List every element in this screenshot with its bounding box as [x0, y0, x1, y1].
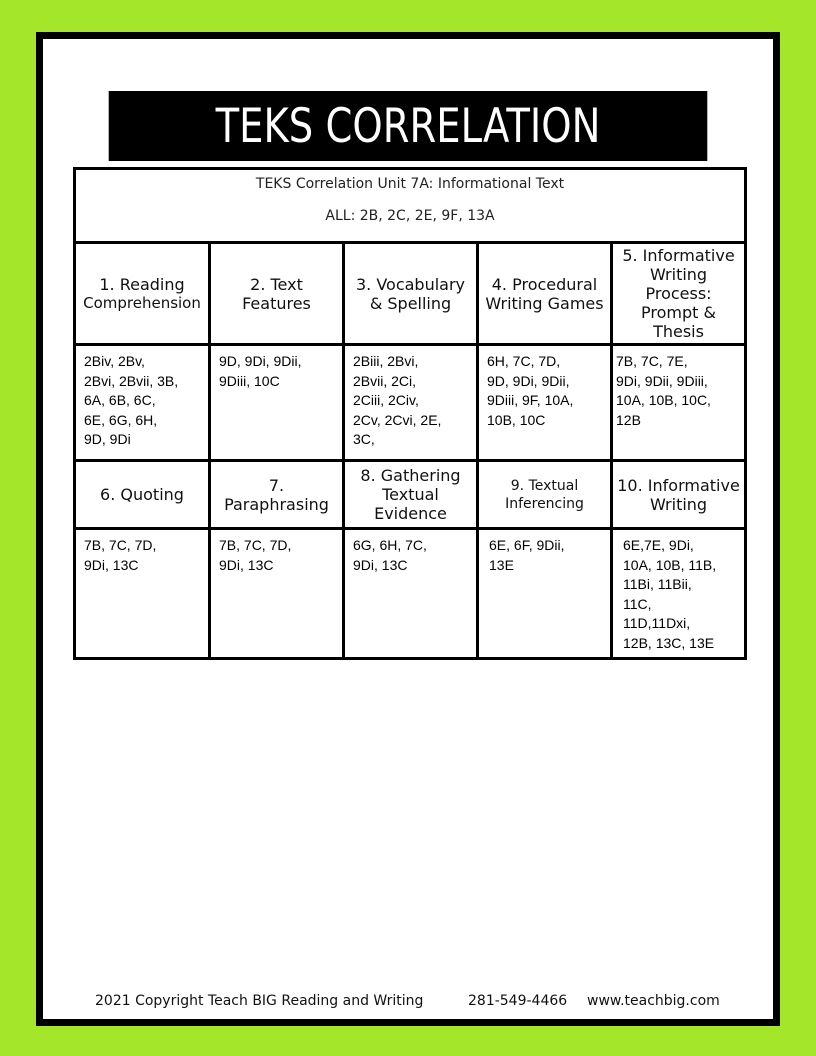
standards-row	[75, 345, 746, 461]
category-row	[75, 461, 746, 529]
standards-cell: 6E,7E, 9Di, 10A, 10B, 11B, 11Bi, 11Bii, 11C, 11D,11Dxi, 12B, 13C, 13E	[612, 529, 746, 659]
category-quoting: 6. Quoting	[75, 461, 210, 529]
category-text-features: 2. Text Features	[210, 243, 344, 345]
category-paraphrasing: 7. Paraphrasing	[210, 461, 344, 529]
table-title: TEKS Correlation Unit 7A: Informational Text	[255, 176, 565, 192]
teks-correlation-table	[73, 167, 747, 660]
category-procedural-writing-games: 4. Procedural Writing Games	[478, 243, 612, 345]
standards-cell: 2Biv, 2Bv, 2Bvi, 2Bvii, 3B, 6A, 6B, 6C, 6E, 6G, 6H, 9D, 9Di	[75, 345, 210, 461]
standards-cell: 9D, 9Di, 9Dii, 9Diii, 10C	[210, 345, 344, 461]
website-link[interactable]: www.teachbig.com	[587, 993, 720, 1009]
category-reading-comprehension: 1. Reading Comprehension	[75, 243, 210, 345]
standards-cell: 6G, 6H, 7C, 9Di, 13C	[344, 529, 478, 659]
standards-row	[75, 529, 746, 659]
category-informative-writing: 10. Informative Writing	[612, 461, 746, 529]
category-vocabulary-spelling: 3. Vocabulary & Spelling	[344, 243, 478, 345]
copyright-text: 2021 Copyright Teach BIG Reading and Writing	[95, 993, 424, 1009]
standards-cell: 7B, 7C, 7E, 9Di, 9Dii, 9Diii, 10A, 10B, 10C, 12B	[612, 345, 746, 461]
category-row	[75, 243, 746, 345]
standards-cell: 6E, 6F, 9Dii, 13E	[478, 529, 612, 659]
page-title: TEKS CORRELATION	[109, 91, 708, 161]
phone-number: 281-549-4466	[468, 993, 568, 1009]
standards-cell: 7B, 7C, 7D, 9Di, 13C	[75, 529, 210, 659]
standards-cell: 6H, 7C, 7D, 9D, 9Di, 9Dii, 9Diii, 9F, 10A, 10B, 10C	[478, 345, 612, 461]
all-standards: ALL: 2B, 2C, 2E, 9F, 13A	[325, 208, 495, 224]
category-textual-inferencing: 9. Textual Inferencing	[478, 461, 612, 529]
standards-cell: 7B, 7C, 7D, 9Di, 13C	[210, 529, 344, 659]
table-header-cell	[75, 169, 746, 243]
category-informative-writing-process: 5. Informative Writing Process: Prompt & Thesis	[612, 243, 746, 345]
standards-cell: 2Biii, 2Bvi, 2Bvii, 2Ci, 2Ciii, 2Civ, 2Cv, 2Cvi, 2E, 3C,	[344, 345, 478, 461]
category-gathering-textual-evidence: 8. Gathering Textual Evidence	[344, 461, 478, 529]
